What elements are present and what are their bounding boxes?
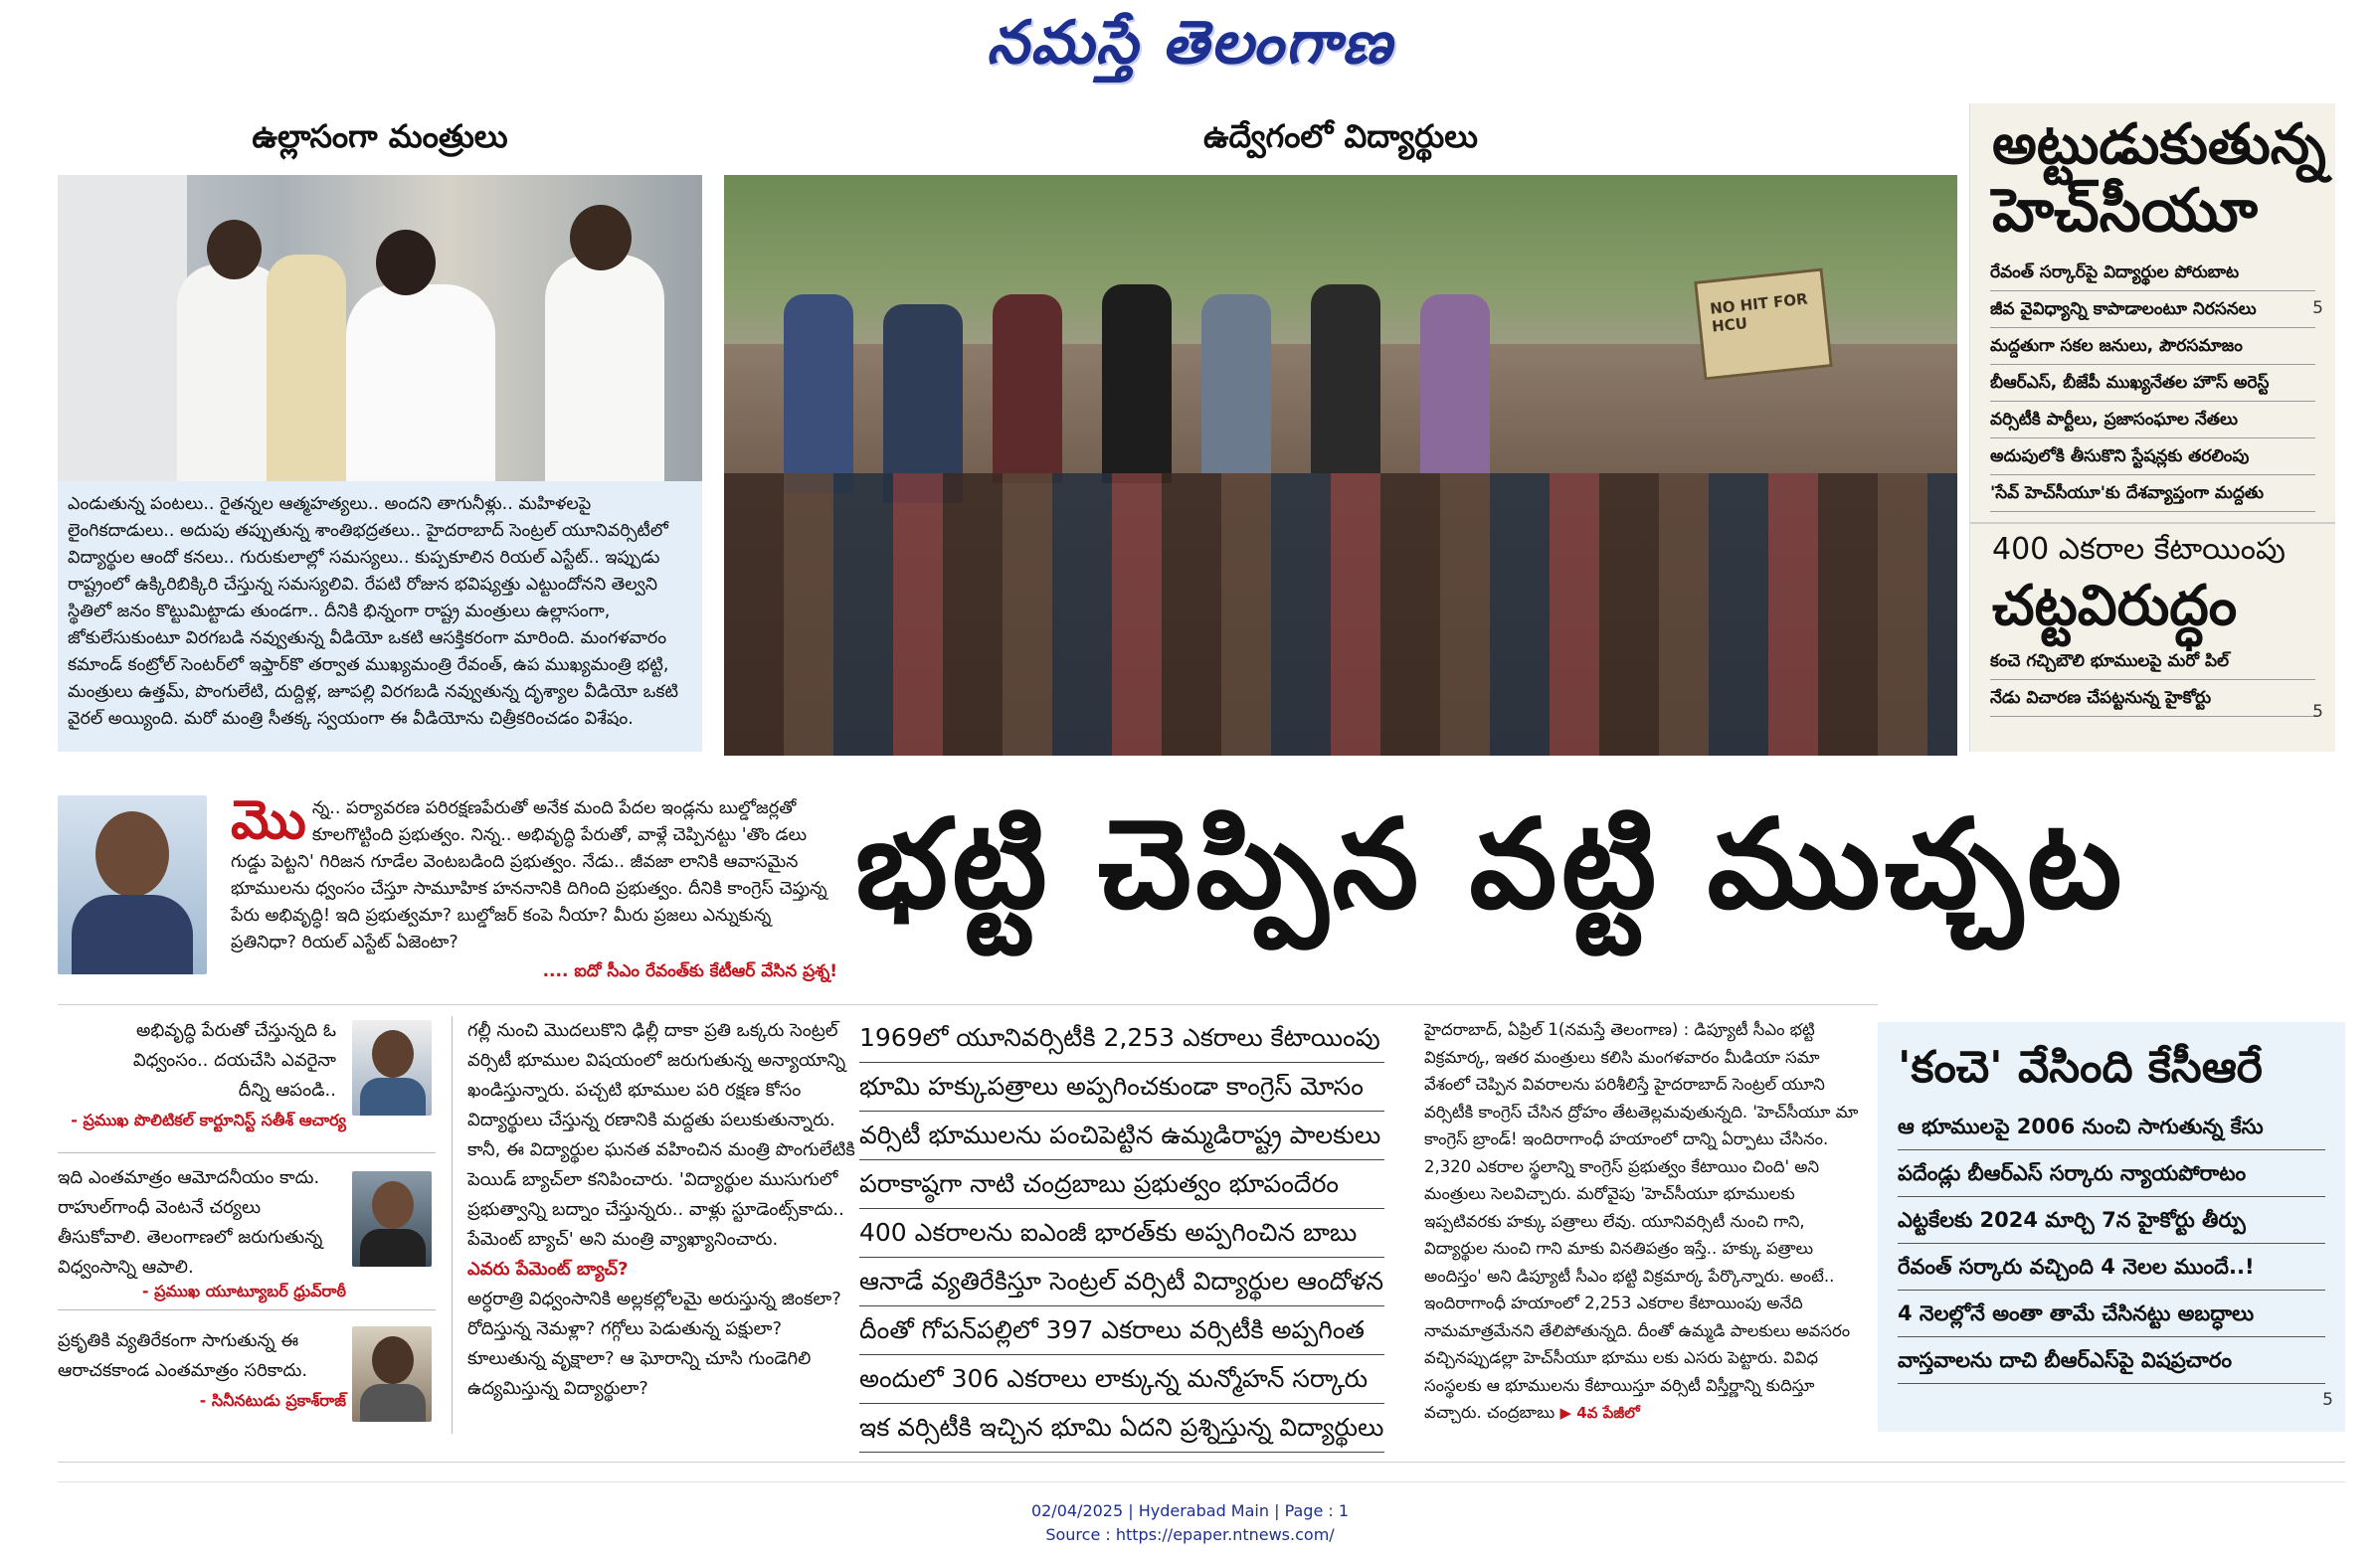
sidebar-title-line1: అట్టుడుకుతున్న <box>1992 112 2326 177</box>
protest-placard: NO HIT FOR HCU <box>1709 289 1809 336</box>
sidebar-sub-point: కంచె గచ్చిబౌలి భూములపై మరో పిల్ <box>1990 643 2315 680</box>
sidebar-point: జీవ వైవిధ్యాన్ని కాపాడాలంటూ నిరసనలు <box>1990 291 2315 328</box>
quote-item: ప్రకృతికి వ్యతిరేకంగా సాగుతున్న ఈ ఆరాచకకాండ ఎంతమాత్రం సరికాదు. - సినీనటుడు ప్రకాశ్‌రాజ్ <box>58 1326 436 1446</box>
sidebar-point: మద్దతుగా సకల జనులు, పౌరసమాజం <box>1990 328 2315 365</box>
left-section-heading: ఉల్లాసంగా మంత్రులు <box>252 117 508 155</box>
timeline-line: 400 ఎకరాలను ఐఎంజీ భారత్‌కు అప్పగించిన బాబు <box>859 1209 1384 1258</box>
drop-cap: మొ <box>231 788 306 851</box>
quote-item: అభివృద్ధి పేరుతో చేస్తున్నది ఓ విధ్వంసం.. దయచేసి ఎవరైనా దీన్ని ఆపండి.. - ప్రముఖ పొలిటికల్ కార్టూనిస్ట్ సతీశ్ ఆచార్య <box>58 1016 436 1153</box>
sidebar-point: 'సేవ్ హెచ్‌సీయూ'కు దేశవ్యాప్తంగా మద్దతు <box>1990 475 2315 512</box>
footer-date-line: 02/04/2025 | Hyderabad Main | Page : 1 <box>1030 1501 1350 1520</box>
masthead <box>0 0 2380 89</box>
page-ref-arrow[interactable]: 5 <box>2322 1390 2333 1410</box>
continued-link[interactable]: ▶ 4వ పేజీలో <box>1559 1404 1640 1422</box>
kanche-point: 4 నెలల్లోనే అంతా తామే చేసినట్టు అబద్ధాలు <box>1898 1291 2325 1337</box>
dateline-story <box>1424 1016 1862 1434</box>
timeline-line: భూమి హక్కుపత్రాలు అప్పగించకుండా కాంగ్రెస్ మోసం <box>859 1063 1384 1112</box>
page-ref-arrow[interactable]: 5 <box>2312 298 2323 318</box>
middle-column <box>467 1016 865 1444</box>
kanche-point: ఎట్టకేలకు 2024 మార్చి 7న హైకోర్టు తీర్పు <box>1898 1197 2325 1244</box>
timeline-line: ఆనాడే వ్యతిరేకిస్తూ సెంట్రల్ వర్సిటీ విద్యార్థుల ఆందోళన <box>859 1258 1384 1306</box>
middle-column-subhead: ఎవరు పేమెంట్ బ్యాచ్? <box>467 1259 629 1280</box>
sidebar-point: వర్సిటీకి పార్టీలు, ప్రజాసంఘాల నేతలు <box>1990 402 2315 438</box>
ktr-attribution: .... ఐదో సీఎం రేవంత్‌కు కేటీఆర్ వేసిన ప్రశ్న! <box>542 961 837 981</box>
kanche-point: వాస్తవాలను దాచి బీఆర్‌ఎస్‌పై విషప్రచారం <box>1898 1337 2325 1384</box>
sidebar-point: అదుపులోకి తీసుకొని స్టేషన్లకు తరలింపు <box>1990 438 2315 475</box>
newspaper-logo[interactable]: నమస్తే తెలంగాణ <box>986 8 1394 78</box>
ktr-statement-body: న్న.. పర్యావరణ పరిరక్షణపేరుతో అనేక మంది పేదల ఇండ్లను బుల్డోజర్లతో కూలగొట్టింది ప్రభుత్వం. నిన్న.. అభివృద్ధి పేరుతో, వాళ్లే చెప్పినట్టు 'తొం డలు గుడ్డు పెట్టని' గిరిజన గూడేల వెంటబడింది ప్రభుత్వం. నేడు.. జీవజా లానికి ఆవాసమైన భూములను ధ్వంసం చేస్తూ సామూహిక హననానికి దిగింది ప్రభుత్వం. దీనికి కాంగ్రెస్ చెప్తున్న పేరు అభివృద్ధి! ఇది ప్రభుత్వమా? బుల్డోజర్ కంపె నీయా? మీరు ప్రజలు ఎన్నుకున్న ప్రతినిధా? రియల్ ఎస్టేట్ ఏజెంటా? <box>231 798 827 952</box>
kanche-box-title: 'కంచె' వేసింది కేసీఆరే <box>1898 1042 2263 1093</box>
ministers-photo <box>58 175 702 481</box>
kanche-point: ఆ భూములపై 2006 నుంచి సాగుతున్న కేసు <box>1898 1104 2325 1150</box>
timeline-line: అందులో 306 ఎకరాలు లాక్కున్న మన్మోహన్ సర్కారు <box>859 1355 1384 1404</box>
page-ref-arrow[interactable]: 5 <box>2312 702 2323 722</box>
quote-item: ఇది ఎంతమాత్రం ఆమోదనీయం కాదు. రాహుల్‌గాంధీ వెంటనే చర్యలు తీసుకోవాలి. తెలంగాణలో జరుగుతున్న విధ్వంసాన్ని ఆపాలి. - ప్రముఖ యూట్యూబర్ ధ్రువ్‌రాఠీ <box>58 1163 436 1310</box>
quotes-column <box>58 1016 436 1444</box>
footer-source-link[interactable]: Source : https://epaper.ntnews.com/ <box>1045 1525 1335 1544</box>
kanche-point: రేవంత్ సర్కారు వచ్చింది 4 నెలల ముందే..! <box>1898 1244 2325 1291</box>
kanche-point: పదేండ్లు బీఆర్‌ఎస్ సర్కారు న్యాయపోరాటం <box>1898 1150 2325 1197</box>
sidebar-title-line2: హెచ్‌సీయూ <box>1992 176 2258 246</box>
timeline-line: దీంతో గోపన్‌పల్లిలో 397 ఎకరాలు వర్సిటీకి అప్పగింత <box>859 1306 1384 1355</box>
main-headline: భట్టి చెప్పిన వట్టి ముచ్చట <box>855 793 2126 937</box>
timeline-line: వర్సిటీ భూములను పంచిపెట్టిన ఉమ్మడిరాష్ట్ర పాలకులు <box>859 1112 1384 1160</box>
sidebar-points <box>1970 245 2335 512</box>
ktr-statement <box>231 788 837 994</box>
middle-column-body2: అర్ధరాత్రి విధ్వంసానికి అల్లకల్లోలమై అరుస్తున్న జింకలా? రోదిస్తున్న నెమళ్లా? గగ్గోలు పెడుతున్న పక్షులా? కూలుతున్న వృక్షాలా? ఆ ఘోరాన్ని చూసి గుండెగిలి ఉద్యమిస్తున్న విద్యార్థులా? <box>467 1289 841 1399</box>
center-section-heading: ఉద్వేగంలో విద్యార్థులు <box>1202 117 1478 155</box>
sidebar-sub-title: చట్టవిరుద్ధం <box>1992 574 2238 638</box>
dateline-story-body: హైదరాబాద్, ఏప్రిల్ 1(నమస్తే తెలంగాణ) : డిప్యూటీ సీఎం భట్టి విక్రమార్క, ఇతర మంత్రులు కలిసి మంగళవారం మీడియా సమా వేశంలో చెప్పిన వివరాలను పరిశీలిస్తే హైదరాబాద్ సెంట్రల్ యూని వర్సిటీకి కాంగ్రెస్ చేసిన ద్రోహం తేటతెల్లమవుతున్నది. 'హెచ్‌సీయూ మా కాంగ్రెస్ బ్రాండ్! ఇందిరాగాంధీ హయాంలో దాన్ని ఏర్పాటు చేసినం. 2,320 ఎకరాల స్థలాన్ని కాంగ్రెస్ ప్రభుత్వం కేటాయిం చింది' అని మంత్రులు సెలవిచ్చారు. మరోవైపు 'హెచ్‌సీయూ భూములకు ఇప్పటివరకు హక్కు పత్రాలు లేవు. యూనివర్సిటీ నుంచి గాని, విద్యార్థుల నుంచి గాని మాకు వినతిపత్రం ఇస్తే.. హక్కు పత్రాలు అందిస్తం' అని డిప్యూటీ సీఎం భట్టి విక్రమార్క పేర్కొన్నారు. అంటే.. ఇందిరాగాంధీ హయాంలో 2,253 ఎకరాల కేటాయింపు అనేది నామమాత్రమేనని తేలిపోతున్నది. దీంతో ఉమ్మడి పాలకులు అవసరం వచ్చినప్పుడల్లా హెచ్‌సీయూ భూము లకు ఎసరు పెట్టారు. వివిధ సంస్థలకు ఆ భూములను కేటాయిస్తూ వర్సిటీ విస్తీర్ణాన్ని కుదిస్తూ వచ్చారు. చంద్రబాబు <box>1424 1020 1859 1422</box>
timeline-line: ఇక వర్సిటీకి ఇచ్చిన భూమి ఏదని ప్రశ్నిస్తున్న విద్యార్థులు <box>859 1404 1384 1453</box>
kanche-box <box>1878 1022 2345 1432</box>
sidebar-sub-point: నేడు విచారణ చేపట్టనున్న హైకోర్టు <box>1990 680 2315 717</box>
ktr-photo <box>58 795 207 974</box>
sidebar-point: బీఆర్‌ఎస్, బీజేపీ ముఖ్యనేతల హౌస్ అరెస్ట్ <box>1990 365 2315 402</box>
youtuber-photo <box>352 1171 432 1267</box>
page-footer <box>0 1499 2380 1547</box>
ministers-caption: ఎండుతున్న పంటలు.. రైతన్నల ఆత్మహత్యలు.. అందని తాగునీళ్లు.. మహిళలపై లైంగికదాడులు.. అదుపు తప్పుతున్న శాంతిభద్రతలు.. హైదరాబాద్ సెంట్రల్ యూనివర్సిటీలో విద్యార్థుల ఆందో కనలు.. గురుకులాల్లో సమస్యలు.. కుప్పకూలిన రియల్ ఎస్టేట్.. ఇప్పుడు రాష్ట్రంలో ఉక్కిరిబిక్కిరి చేస్తున్న సమస్యలివి. రేపటి రోజున భవిష్యత్తు ఎట్టుందోనని తెల్వని స్థితిలో జనం కొట్టుమిట్టాడు తుండగా.. దీనికి భిన్నంగా రాష్ట్ర మంత్రులు ఉల్లాసంగా, జోకులేసుకుంటూ విరగబడి నవ్వుతున్న వీడియో ఒకటి ఆసక్తికరంగా మారింది. మంగళవారం కమాండ్ కంట్రోల్ సెంటర్‌లో ఇఫ్తార్‌కొ తర్వాత ముఖ్యమంత్రి రేవంత్, ఉప ముఖ్యమంత్రి భట్టి, మంత్రులు ఉత్తమ్, పొంగులేటి, దుద్దిళ్ల, జూపల్లి విరగబడి నవ్వుతున్న దృశ్యాల వీడియో ఒకటి వైరల్ అయ్యింది. మరో మంత్రి సీతక్క స్వయంగా ఈ వీడియోను చిత్రీకరించడం విశేషం. <box>58 481 702 752</box>
students-protest-photo <box>724 175 1957 756</box>
timeline-line: 1969లో యూనివర్సిటీకి 2,253 ఎకరాలు కేటాయింపు <box>859 1014 1384 1063</box>
middle-column-body: గల్లీ నుంచి మొదలుకొని ఢిల్లీ దాకా ప్రతి ఒక్కరు సెంట్రల్ వర్సిటీ భూముల విషయంలో జరుగుతున్న అన్యాయాన్ని ఖండిస్తున్నారు. పచ్చటి భూముల పరి రక్షణ కోసం విద్యార్థులు చేస్తున్న రణానికి మద్దతు పలుకుతున్నారు. కానీ, ఈ విద్యార్థుల ఘనత వహించిన మంత్రి పొంగులేటికి పెయిడ్ బ్యాచ్‌లా కనిపించారు. 'విద్యార్థుల ముసుగులో ప్రభుత్వాన్ని బద్నాం చేస్తున్నరు.. వాళ్లు స్టూడెంట్స్‌కాదు.. పేమెంట్ బ్యాచ్' అని మంత్రి వ్యాఖ్యానించారు. <box>467 1020 855 1250</box>
timeline-line: పరాకాష్ఠగా నాటి చంద్రబాబు ప్రభుత్వం భూపందేరం <box>859 1160 1384 1209</box>
sidebar-sub-line: 400 ఎకరాల కేటాయింపు <box>1992 532 2286 567</box>
sidebar-point: రేవంత్ సర్కార్‌పై విద్యార్థుల పోరుబాట <box>1990 255 2315 291</box>
timeline-lines <box>859 1014 1384 1442</box>
actor-photo <box>352 1326 432 1422</box>
cartoonist-photo <box>352 1020 432 1116</box>
sidebar-hcu <box>1969 103 2335 752</box>
